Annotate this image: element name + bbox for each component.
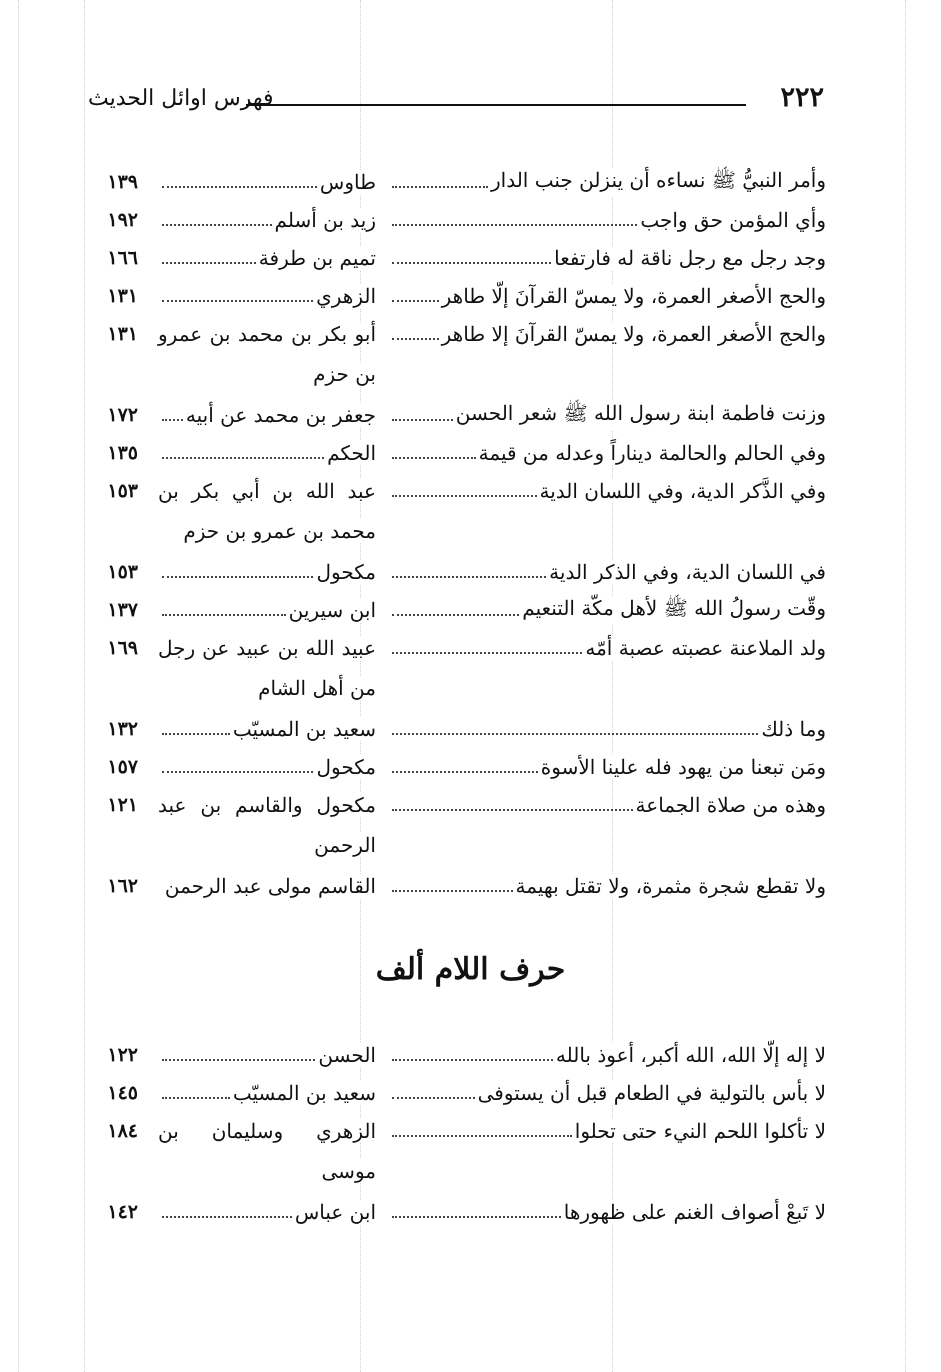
leader-dots [392,576,546,578]
page-ref: ١٣١ [107,323,138,345]
scan-line [84,0,85,1372]
index-entry [100,239,826,277]
hadith-cell [388,396,826,434]
narrator-text: الزهري [313,284,376,308]
narrator-cell [158,434,376,472]
index-entry [100,472,826,548]
ref-cell [96,591,138,629]
page-ref: ١٤٥ [107,1082,138,1104]
index-entry [100,315,826,391]
leader-dots [392,890,513,892]
index-entry [100,277,826,315]
hadith-text: وقّت رسولُ الله ﷺ لأهل مكّة التنعيم [519,596,826,625]
index-entry [100,710,826,748]
hadith-cell [388,867,826,905]
narrator-text: طاوس [317,170,376,194]
leader-dots [162,1059,315,1061]
leader-dots [392,338,439,340]
leader-dots [162,224,272,226]
narrator-text: ابن عباس [292,1200,376,1224]
narrator-text: سعيد بن المسيّب [230,717,376,741]
index-entry [100,434,826,472]
hadith-cell [388,315,826,353]
hadith-text: لا تأكلوا اللحم النيء حتى تحلوا [572,1119,826,1143]
narrator-cell [158,748,376,786]
narrator-text: مكحول [313,560,376,584]
index-entry [100,1074,826,1112]
narrator-cell [158,710,376,748]
ref-cell [96,553,138,591]
leader-dots [162,733,230,735]
page-ref: ١٧٢ [107,404,138,426]
ref-cell [96,748,138,786]
hadith-cell [388,277,826,315]
leader-dots [392,1097,475,1099]
ref-cell [96,315,138,353]
narrator-cell [158,1193,376,1231]
section-heading: حرف اللام ألف [375,952,566,987]
scan-line [18,0,19,1372]
narrator-text: سعيد بن المسيّب [230,1081,376,1105]
hadith-cell [388,472,826,510]
page-ref: ١٥٣ [107,480,138,502]
leader-dots [162,457,324,459]
ref-cell [96,786,138,824]
index-entry [100,867,826,905]
narrator-cell [158,553,376,591]
hadith-text: وما ذلك [758,717,826,741]
hadith-text: وأمر النبيُّ ﷺ نساءه أن ينزلن جنب الدار [488,168,826,197]
leader-dots [392,1059,553,1061]
narrator-text: أبو بكر بن محمد بن عمرو بن حزم [158,322,376,386]
leader-dots [392,186,488,188]
ref-cell [96,163,138,201]
hadith-text: وأي المؤمن حق واجب [637,208,826,232]
page-ref: ١٦٢ [107,875,138,897]
page-ref: ١٢١ [107,794,138,816]
page-ref: ١٣٧ [107,599,138,621]
page-ref: ١٥٣ [107,561,138,583]
narrator-text: عبد الله بن أبي بكر بن محمد بن عمرو بن حزم [158,479,376,543]
leader-dots [392,495,537,497]
narrator-cell [158,239,376,277]
leader-dots [162,300,313,302]
hadith-text: والحج الأصغر العمرة، ولا يمسّ القرآنَ إلا طاهر [439,322,826,346]
leader-dots [392,652,582,654]
page-ref: ١٣٩ [107,171,138,193]
hadith-text: وجد رجل مع رجل ناقة له فارتفعا [551,246,826,270]
ref-cell [96,1074,138,1112]
narrator-cell [158,201,376,239]
hadith-text: وزنت فاطمة ابنة رسول الله ﷺ شعر الحسن [453,401,826,430]
hadith-text: لا تَبعْ أصواف الغنم على ظهورها [561,1200,826,1224]
narrator-text: الزهري وسليمان بن موسى [158,1119,376,1183]
ref-cell [96,1193,138,1231]
narrator-text: مكحول [313,755,376,779]
leader-dots [162,614,286,616]
page-ref: ١٥٧ [107,756,138,778]
page-ref: ١٦٩ [107,637,138,659]
leader-dots [162,576,313,578]
running-title: فهرس اوائل الحديث [88,86,274,111]
section-entries-list [100,1036,826,1231]
leader-dots [162,419,183,421]
leader-dots [392,457,476,459]
hadith-cell [388,591,826,629]
ref-cell [96,434,138,472]
leader-dots [162,771,313,773]
page-ref: ١٣٥ [107,442,138,464]
hadith-cell [388,163,826,201]
hadith-text: وهذه من صلاة الجماعة [633,793,826,817]
narrator-cell [158,867,376,905]
hadith-cell [388,201,826,239]
page-ref: ١٢٢ [107,1044,138,1066]
leader-dots [392,419,453,421]
hadith-cell [388,1036,826,1074]
page-ref: ١٩٢ [107,209,138,231]
hadith-cell [388,553,826,591]
ref-cell [96,1112,138,1150]
running-header [88,82,824,118]
ref-cell [96,277,138,315]
ref-cell [96,629,138,667]
page-ref: ١٣١ [107,285,138,307]
hadith-text: لا إله إلّا الله، الله أكبر، أعوذ بالله [553,1043,826,1067]
narrator-text: الحكم [324,441,376,465]
page-ref: ١٦٦ [107,247,138,269]
leader-dots [162,262,256,264]
narrator-text: ابن سيرين [286,598,376,622]
page-number: ٢٢٢ [780,82,824,113]
narrator-text: تميم بن طرفة [256,246,376,270]
leader-dots [162,1097,230,1099]
hadith-text: ومَن تبعنا من يهود فله علينا الأسوة [538,755,826,779]
hadith-cell [388,434,826,472]
ref-cell [96,472,138,510]
leader-dots [392,262,551,264]
narrator-cell [158,163,376,201]
narrator-cell [158,786,376,862]
narrator-cell [158,315,376,391]
hadith-text: وفي الحالم والحالمة ديناراً وعدله من قيمة [476,441,826,465]
hadith-text: لا بأس بالتولية في الطعام قبل أن يستوفى [475,1081,826,1105]
hadith-text: ولا تقطع شجرة مثمرة، ولا تقتل بهيمة [513,874,826,898]
hadith-cell [388,786,826,824]
page-ref: ١٤٢ [107,1201,138,1223]
index-entry [100,163,826,201]
narrator-text: عبيد الله بن عبيد عن رجل من أهل الشام [158,636,376,700]
header-rule [246,104,746,106]
index-entry [100,591,826,629]
index-entry [100,786,826,862]
index-entry [100,201,826,239]
index-entry [100,748,826,786]
narrator-cell [158,629,376,705]
index-entry [100,629,826,705]
ref-cell [96,239,138,277]
leader-dots [392,300,439,302]
hadith-cell [388,1112,826,1150]
hadith-text: وفي الذَّكر الدية، وفي اللسان الدية [537,479,827,503]
entries-list [100,163,826,905]
index-entry [100,1036,826,1074]
leader-dots [392,1135,572,1137]
narrator-cell [158,1074,376,1112]
ref-cell [96,1036,138,1074]
leader-dots [392,614,519,616]
narrator-cell [158,591,376,629]
narrator-text: مكحول والقاسم بن عبد الرحمن [158,793,376,857]
hadith-text: ولد الملاعنة عصبته عصبة أمّه [582,636,826,660]
ref-cell [96,201,138,239]
ref-cell [96,867,138,905]
narrator-text: جعفر بن محمد عن أبيه [183,403,376,427]
ref-cell [96,396,138,434]
narrator-cell [158,277,376,315]
page-ref: ١٨٤ [107,1120,138,1142]
hadith-cell [388,748,826,786]
narrator-cell [158,396,376,434]
hadith-text: والحج الأصغر العمرة، ولا يمسّ القرآنَ إلّا طاهر [439,284,826,308]
hadith-text: في اللسان الدية، وفي الذكر الدية [546,560,826,584]
narrator-text: القاسم مولى عبد الرحمن [162,874,376,898]
index-entry [100,553,826,591]
leader-dots [392,771,538,773]
ref-cell [96,710,138,748]
index-entry [100,396,826,434]
leader-dots [392,733,758,735]
index-entry [100,1112,826,1188]
narrator-cell [158,472,376,548]
leader-dots [162,186,317,188]
narrator-cell [158,1112,376,1188]
index-entry [100,1193,826,1231]
narrator-text: زيد بن أسلم [272,208,376,232]
narrator-cell [158,1036,376,1074]
hadith-cell [388,629,826,667]
scan-line [905,0,906,1372]
narrator-text: الحسن [315,1043,376,1067]
hadith-cell [388,1074,826,1112]
hadith-cell [388,710,826,748]
leader-dots [392,809,633,811]
leader-dots [162,1216,292,1218]
page-ref: ١٣٢ [107,718,138,740]
leader-dots [392,224,637,226]
leader-dots [392,1216,561,1218]
hadith-cell [388,239,826,277]
hadith-cell [388,1193,826,1231]
